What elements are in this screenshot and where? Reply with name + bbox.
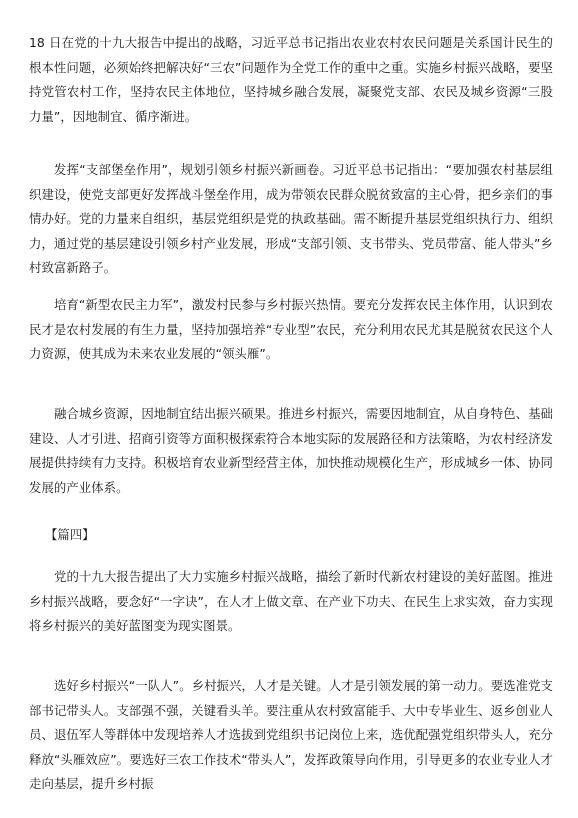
paragraph-new-farmers: 培育“新型农民主力军”，激发村民参与乡村振兴热情。要充分发挥农民主体作用，认识到农民才是农村发展的有生力量，坚持加强培养“专业型”农民，充分利用农民尤其是脱贫农民这个人力资源，使其成为未来农业发展的“领头雁”。 <box>29 297 553 362</box>
paragraph-talent-team: 选好乡村振兴“一队人”。乡村振兴，人才是关键。人才是引领发展的第一动力。要选准党支部书记带头人。支部强不强，关键看头羊。要注重从农村致富能手、大中专毕业生、返乡创业人员、退伍军人等群体中发现培养人才选拔到党组织书记岗位上来，选优配强党组织带头人，充分释放“头雁效应”。要选好三农工作技术“带头人”，发挥政策导向作用，引导更多的农业专业人才走向基层，提升乡村振 <box>29 678 553 792</box>
paragraph-urban-rural-resources: 融合城乡资源，因地制宜结出振兴硕果。推进乡村振兴，需要因地制宜，从自身特色、基础建设、人才引进、招商引资等方面积极探索符合本地实际的发展路径和方法策略，为农村经济发展提供持续有力支持。积极培育农业新型经营主体，加快推动规模化生产，形成城乡一体、协同发展的产业体系。 <box>29 406 553 495</box>
section-heading: 【篇四】 <box>45 527 95 542</box>
paragraph-branch-fortress: 发挥“支部堡垒作用”，规划引领乡村振兴新画卷。习近平总书记指出：“要加强农村基层组织建设，使党支部更好发挥战斗堡垒作用，成为带领农民群众脱贫致富的主心骨，把乡亲们的事情办好。党的力量来自组织，基层党组织是党的执政基础。需不断提升基层党组织执行力、组织力，通过党的基层建设引领乡村产业发展，形成“支部引领、支书带头、党员带富、能人带头”乡村致富新路子。 <box>29 162 553 276</box>
paragraph-section-intro: 党的十九大报告提出了大力实施乡村振兴战略，描绘了新时代新农村建设的美好蓝图。推进乡村振兴战略，要念好“一字诀”，在人才上做文章、在产业下功夫、在民生上求实效，奋力实现将乡村振兴的美好蓝图变为现实图景。 <box>29 569 553 634</box>
paragraph-strategy-intro: 18 日在党的十九大报告中提出的战略，习近平总书记指出农业农村农民问题是关系国计民生的根本性问题，必须始终把解决好“三农”问题作为全党工作的重中之重。实施乡村振兴战略，要坚持党管农村工作，坚持农民主体地位，坚持城乡融合发展，凝聚党支部、农民及城乡资源“三股力量”，因地制宜、循序渐进。 <box>29 35 553 124</box>
